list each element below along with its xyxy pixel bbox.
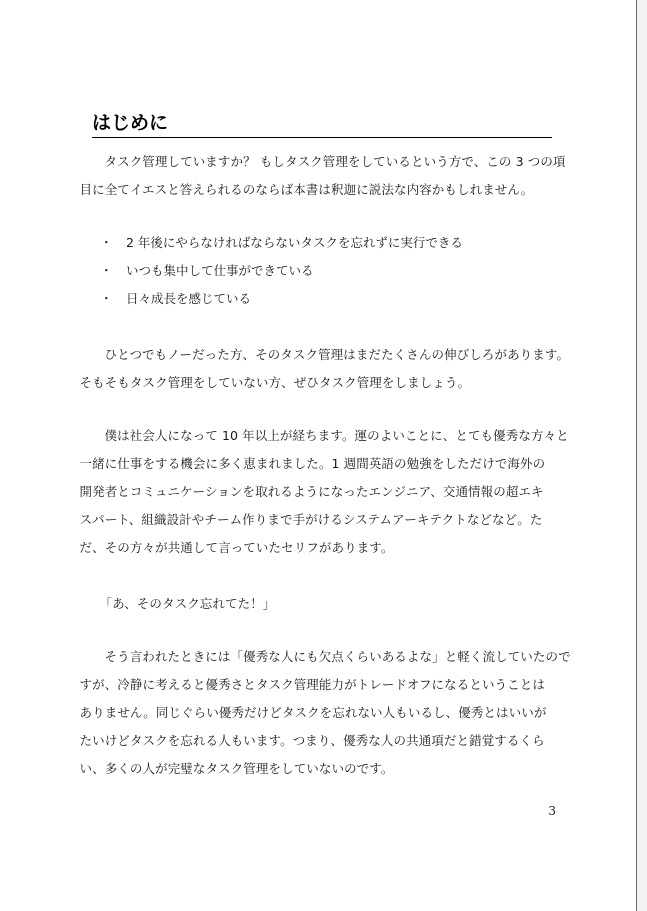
list-item (92, 257, 552, 285)
paragraph-3-line-2: 一緒に仕事をする機会に多く恵まれました。1 週間英語の勉強をしただけで海外の (79, 456, 546, 471)
bullet-dot: ・ (100, 235, 113, 250)
list-item (92, 229, 552, 257)
intro-line-2: 目に全てイエスと答えられるのならば本書は釈迦に説法な内容かもしれません。 (79, 182, 534, 197)
bullet-text: 日々成長を感じている (126, 291, 252, 306)
page-title: はじめに (92, 111, 552, 138)
paragraph-3-line-1: 僕は社会人になって 10 年以上が経ちます。運のよいことに、とても優秀な方々と (104, 428, 569, 443)
quote-line: 「あ、そのタスク忘れてた！」 (99, 596, 276, 611)
bullet-dot: ・ (100, 263, 113, 278)
paragraph-4-line-4: たいけどタスクを忘れる人もいます。つまり、優秀な人の共通項だと錯覚するくら (79, 733, 545, 748)
paragraph-2-line-1: ひとつでもノーだった方、そのタスク管理はまだたくさんの伸びしろがあります。 (104, 347, 570, 362)
paragraph-3-line-3: 開発者とコミュニケーションを取れるようになったエンジニア、交通情報の超エキ (79, 484, 544, 499)
bullet-text: 2 年後にやらなければならないタスクを忘れずに実行できる (126, 235, 463, 250)
bullet-dot: ・ (100, 291, 113, 306)
paragraph-3-line-5: だ、その方々が共通して言っていたセリフがあります。 (79, 540, 394, 555)
paragraph-4 (79, 643, 571, 783)
paragraph-4-line-2: すが、冷静に考えると優秀さとタスク管理能力がトレードオフになるということは (79, 677, 545, 692)
viewer-gutter (637, 0, 647, 911)
bullet-text: いつも集中して仕事ができている (126, 263, 314, 278)
bullet-list (92, 229, 552, 313)
paragraph-4-line-3: ありません。同じぐらい優秀だけどタスクを忘れない人もいるし、優秀とはいいが (79, 705, 547, 720)
list-item (92, 285, 552, 313)
intro-paragraph (79, 148, 566, 204)
paragraph-4-line-1: そう言われたときには「優秀な人にも欠点くらいあるよな」と軽く流していたので (104, 649, 571, 664)
paragraph-3-line-4: スパート、組織設計やチーム作りまで手がけるシステムアーキテクトなどなど。た (79, 512, 543, 527)
paragraph-2 (79, 341, 570, 397)
paragraph-3 (79, 422, 569, 562)
paragraph-4-line-5: い、多くの人が完璧なタスク管理をしていないのです。 (79, 761, 394, 776)
page-number: 3 (548, 804, 556, 818)
intro-line-1: タスク管理していますか？ もしタスク管理をしているという方で、この 3 つの項 (104, 154, 566, 169)
paragraph-2-line-2: そもそもタスク管理をしていない方、ぜひタスク管理をしましょう。 (79, 375, 471, 390)
